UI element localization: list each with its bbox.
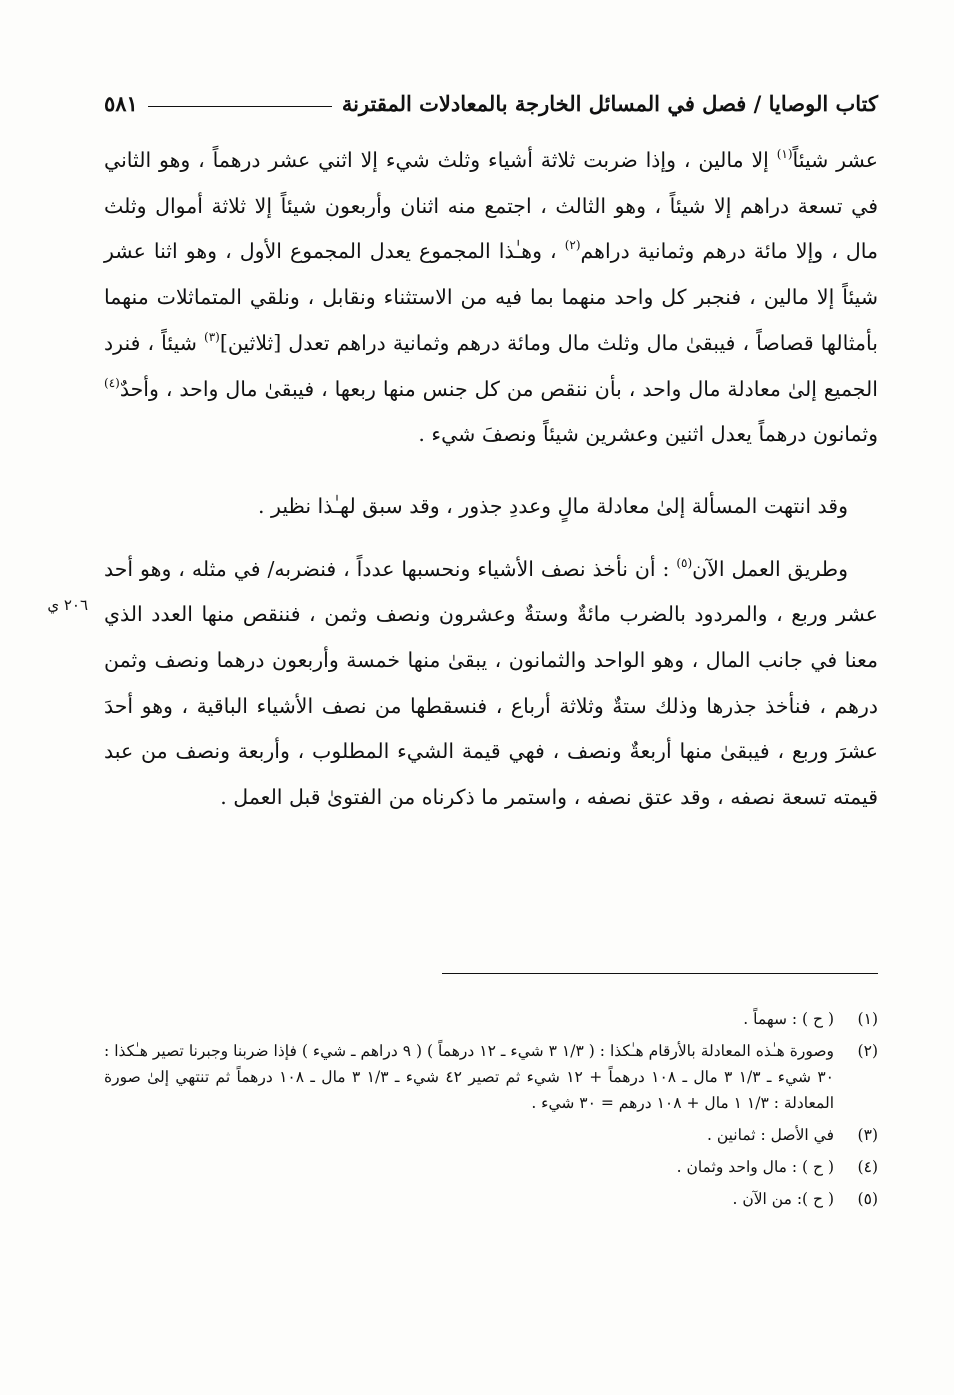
footnote-text: ( ح ): من الآن . bbox=[732, 1190, 834, 1208]
footnote-3 bbox=[104, 1122, 878, 1148]
margin-page-reference: ٢٠٦ ي bbox=[47, 596, 88, 614]
text-run: وطريق العمل الآن bbox=[692, 556, 849, 581]
paragraph-1 bbox=[104, 138, 878, 458]
footnote-number: (٢) bbox=[857, 1042, 878, 1060]
footnote-number: (٣) bbox=[857, 1126, 878, 1144]
footnote-ref-1: (١) bbox=[776, 147, 793, 161]
text-run: وقد انتهت المسألة إلىٰ معادلة مالٍ وعددِ جذور ، وقد سبق لهـٰذا نظير . bbox=[257, 493, 848, 518]
text-run: عشر شيئاً bbox=[792, 148, 878, 172]
footnote-number: (٥) bbox=[857, 1190, 878, 1208]
paragraph-2 bbox=[104, 484, 878, 530]
main-text bbox=[104, 138, 878, 821]
text-run: ، وهـٰذا المجموع يعدل المجموع الأول ، وهو اثنا عشر شيئاً إلا مالين ، فنجبر كل واحد منهما بما فيه من الاستثناء ونقابل ، ونلقي المتماثلات منهما بأمثالها قصاصاً ، فيبقىٰ مال وثلث مال ومائة درهم وثمانية دراهم تعدل [ثلاثين] bbox=[104, 239, 878, 355]
paragraph-3 bbox=[104, 547, 878, 821]
footnote-text: وصورة هـٰذه المعادلة بالأرقام هـٰكذا : ( ١/٣ ٣ شيء ـ ١٢ درهماً ) ( ٩ دراهم ـ شيء ) فإذا ضربنا وجبرنا تصير هـٰكذا : ٣٠ شيء ـ ١/٣ ٣ مال ـ ١٠٨ درهماً + ١٢ شيء ثم تصير ٤٢ شيء ـ ١/٣ ٣ مال ـ ١٠٨ درهماً ثم تنتهي إلىٰ صورة المعادلة : ١/٣ ١ مال + ١٠٨ درهم = ٣٠ شيء . bbox=[104, 1042, 835, 1112]
footnote-text: ( ح ) : مال واحد وثمان . bbox=[676, 1158, 834, 1176]
page-number: ٥٨١ bbox=[104, 90, 138, 116]
footnote-ref-4: (٤) bbox=[104, 375, 120, 390]
text-run: شيئاً ، فنرد الجميع إلىٰ معادلة مال واحد ، بأن ننقص من كل جنس منها ربعها ، فيبقىٰ مال واحد ، وأحدٌ bbox=[104, 330, 878, 401]
text-run: وثمانون درهماً يعدل اثنين وعشرين شيئاً ونصفَ شيء . bbox=[418, 422, 878, 447]
header-rule bbox=[148, 106, 332, 107]
text-run: إلا مالين ، وإذا ضربت ثلاثة أشياء وثلث شيء إلا اثني عشر درهماً ، وهو الثاني في تسعة دراهم إلا شيئاً ، وهو الثالث ، اجتمع منه اثنان وأربعون شيئاً إلا ثلاثة أموال وثلث مال ، وإلا مائة درهم وثمانية دراهم bbox=[104, 148, 878, 264]
footnote-number: (٤) bbox=[857, 1158, 878, 1176]
running-header bbox=[104, 86, 878, 120]
footnotes bbox=[104, 1006, 878, 1212]
footnote-text: في الأصل : ثمانين . bbox=[706, 1126, 834, 1144]
text-run: : أن نأخذ نصف الأشياء ونحسبها عدداً ، فنضربه/ في مثله ، وهو أحد عشر وربع ، والمردود بالضرب مائةٌ وستةٌ وعشرون ونصف وثمن ، فننقص منها العدد الذي معنا في جانب المال ، وهو الواحد والثمانون ، يبقىٰ منها خمسة وأربعون درهما ونصف وثمن درهم ، فنأخذ جذرها وذلك ستةٌ وثلاثة أرباع ، فنسقطها من نصف الأشياء الباقية ، وهو أحدَ عشرَ وربع ، فيبقىٰ منها أربعةٌ ونصف ، فهي قيمة الشيء المطلوب ، وأربعة ونصف من عبد قيمته تسعة نصفه ، وقد عتق نصفه ، واستمر ما ذكرناه من الفتوىٰ قبل العمل . bbox=[104, 556, 878, 810]
footnote-5 bbox=[104, 1186, 878, 1212]
footnote-1 bbox=[104, 1006, 878, 1032]
footnote-ref-2: (٢) bbox=[564, 238, 581, 253]
footnote-ref-5: (٥) bbox=[676, 555, 693, 570]
footnote-ref-3: (٣) bbox=[204, 329, 220, 344]
footnote-number: (١) bbox=[857, 1010, 878, 1028]
footnote-4 bbox=[104, 1154, 878, 1180]
header-title: كتاب الوصايا / فصل في المسائل الخارجة بالمعادلات المقترنة bbox=[341, 90, 878, 116]
footnote-2 bbox=[104, 1038, 878, 1116]
footnote-text: ( ح ) : سهماً . bbox=[743, 1010, 834, 1028]
footnote-separator bbox=[442, 973, 878, 974]
